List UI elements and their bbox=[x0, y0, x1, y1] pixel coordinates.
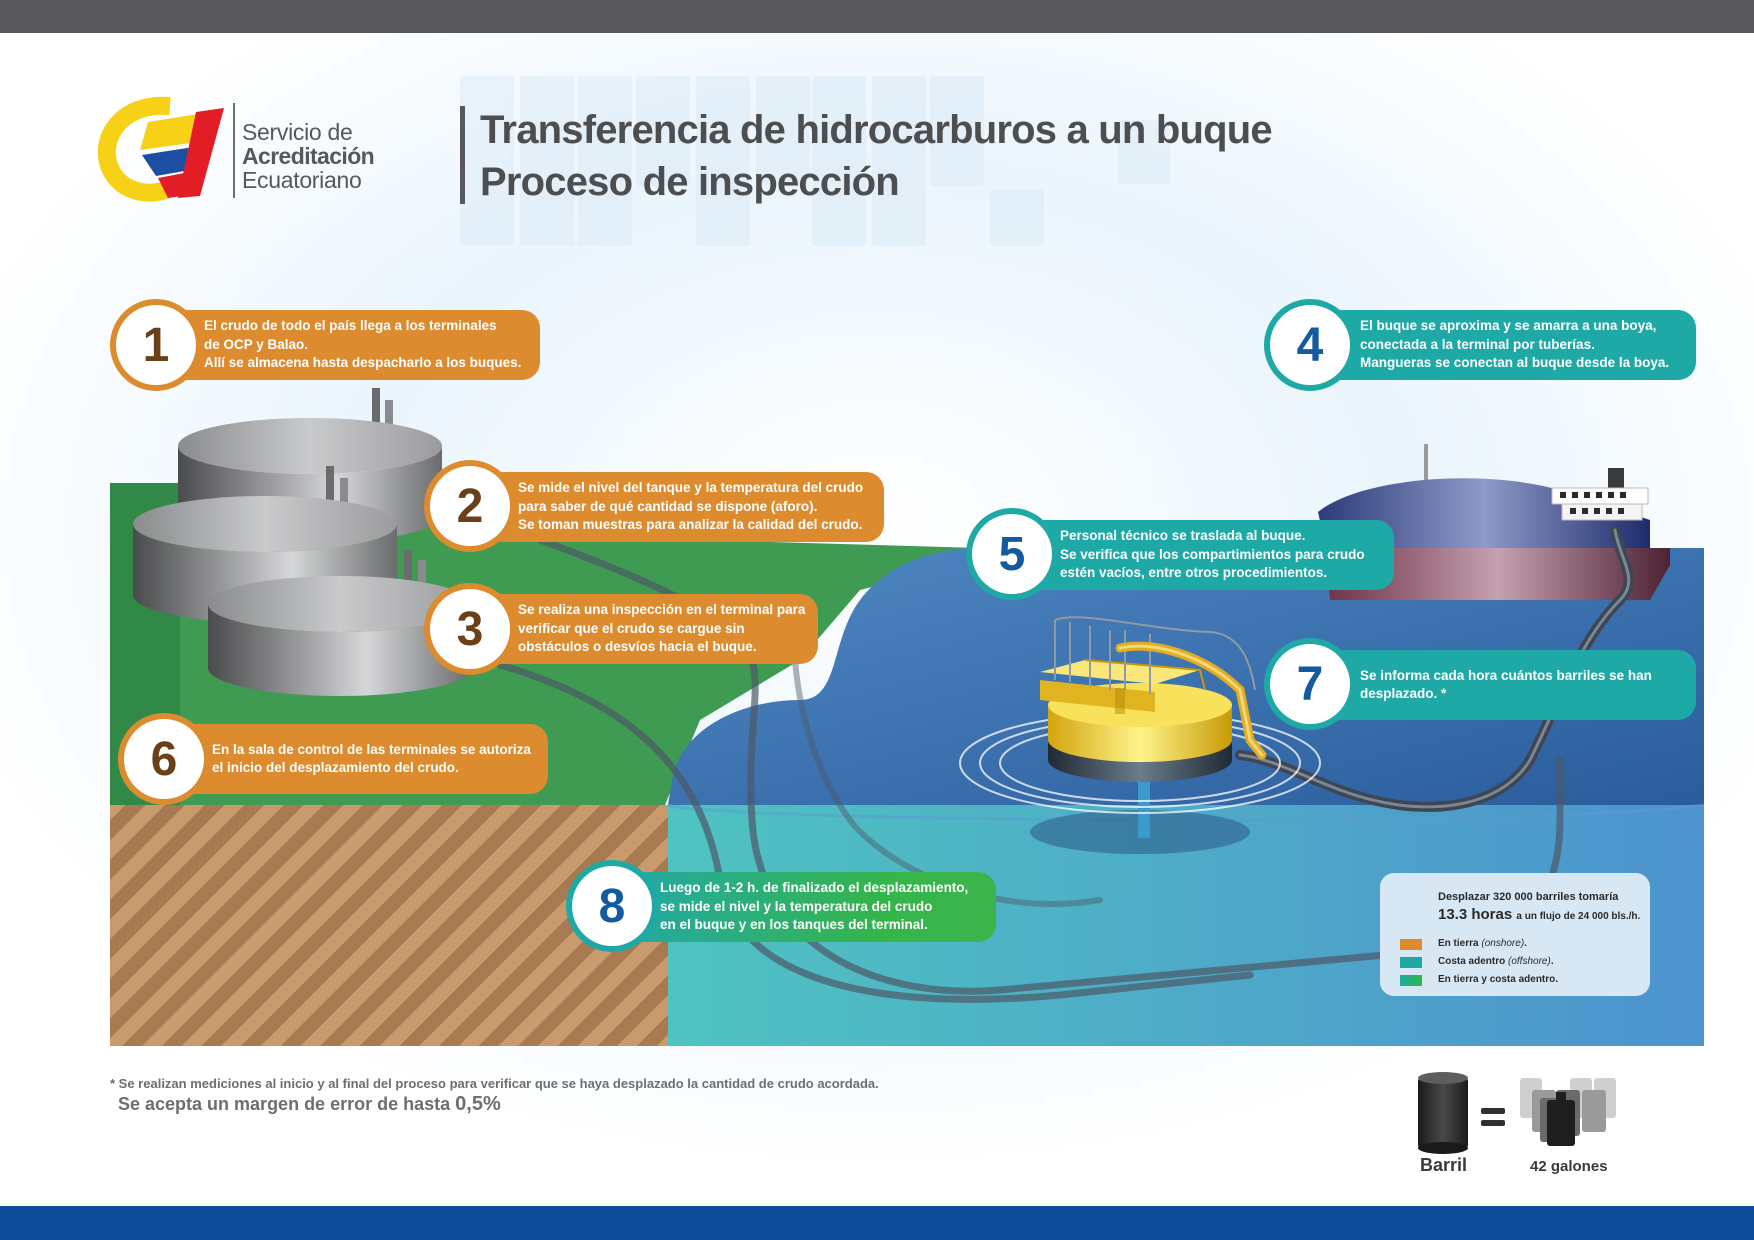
step-5-text-3: estén vacíos, entre otros procedimientos. bbox=[1060, 565, 1328, 581]
top-bar bbox=[0, 0, 1754, 33]
step-3-text-1: Se realiza una inspección en el terminal para bbox=[518, 602, 806, 618]
step-7-text-2: desplazado. * bbox=[1360, 686, 1447, 701]
step-7-text-1: Se informa cada hora cuántos barriles se han bbox=[1360, 667, 1652, 683]
page-title bbox=[480, 104, 1272, 208]
legend-label-both: En tierra y costa adentro. bbox=[1438, 974, 1559, 985]
gallons-label: 42 galones bbox=[1530, 1158, 1608, 1175]
legend-flow: a un flujo de 24 000 bls./h. bbox=[1516, 911, 1641, 922]
error-margin-value: 0,5% bbox=[455, 1093, 501, 1115]
legend-hours-value: 13.3 horas bbox=[1438, 906, 1513, 923]
step-8-text-1: Luego de 1-2 h. de finalizado el desplazamiento, bbox=[660, 880, 969, 896]
legend-label-offshore: Costa adentro (offshore). bbox=[1438, 956, 1554, 967]
logo-line-1: Servicio de bbox=[242, 119, 353, 145]
step-2-box bbox=[478, 472, 884, 542]
step-3-number: 3 bbox=[424, 583, 516, 675]
step-8-number: 8 bbox=[566, 860, 658, 952]
logo-line-3: Ecuatoriano bbox=[242, 167, 362, 193]
step-2-text-1: Se mide el nivel del tanque y la temperatura del crudo bbox=[518, 480, 864, 496]
title-line-2: Proceso de inspección bbox=[480, 160, 899, 204]
legend-panel bbox=[1380, 873, 1650, 996]
step-3-text-2: verificar que el crudo se cargue sin bbox=[518, 620, 745, 636]
title-accent-bar bbox=[460, 106, 465, 204]
logo-separator bbox=[233, 103, 235, 198]
step-5-box bbox=[1020, 520, 1394, 590]
step-3-box bbox=[478, 594, 818, 664]
step-5-number: 5 bbox=[966, 508, 1058, 600]
error-margin-note bbox=[118, 1093, 501, 1116]
legend-swatch-both bbox=[1400, 975, 1422, 986]
step-6-text-1: En la sala de control de las terminales se autoriza bbox=[212, 741, 531, 757]
step-3-text-3: obstáculos o desvíos hacia el buque. bbox=[518, 639, 757, 655]
legend-swatch-offshore bbox=[1400, 957, 1422, 968]
step-1-text-2: de OCP y Balao. bbox=[204, 336, 309, 352]
step-2-text-3: Se toman muestras para analizar la calidad del crudo. bbox=[518, 517, 863, 533]
step-1-number: 1 bbox=[110, 299, 202, 391]
legend-swatch-onshore bbox=[1400, 939, 1422, 950]
error-margin-text: Se acepta un margen de error de hasta bbox=[118, 1094, 451, 1114]
step-5-text-2: Se verifica que los compartimientos para crudo bbox=[1060, 546, 1365, 562]
step-8-text-3: en el buque y en los tanques del terminal. bbox=[660, 917, 928, 933]
step-4-number: 4 bbox=[1264, 299, 1356, 391]
step-5-text-1: Personal técnico se traslada al buque. bbox=[1060, 528, 1306, 544]
step-6-number: 6 bbox=[118, 713, 210, 805]
footnote: * Se realizan mediciones al inicio y al final del proceso para verificar que se haya desplazado la cantidad de crudo acordada. bbox=[110, 1076, 879, 1091]
legend-label-onshore: En tierra (onshore). bbox=[1438, 938, 1527, 949]
step-8-box bbox=[620, 872, 996, 942]
step-2-number: 2 bbox=[424, 460, 516, 552]
legend-duration-text: Desplazar 320 000 barriles tomaría bbox=[1438, 891, 1619, 903]
bottom-bar bbox=[0, 1206, 1754, 1240]
step-1-text-1: El crudo de todo el país llega a los terminales bbox=[204, 318, 497, 334]
step-4-text-2: conectada a la terminal por tuberías. bbox=[1360, 336, 1595, 352]
step-4-text-1: El buque se aproxima y se amarra a una boya, bbox=[1360, 318, 1657, 334]
step-1-box bbox=[158, 310, 540, 380]
barrel-icon bbox=[1418, 1072, 1468, 1154]
step-8-text-2: se mide el nivel y la temperatura del crudo bbox=[660, 898, 933, 914]
step-1-text-3: Allí se almacena hasta despacharlo a los buques. bbox=[204, 355, 522, 371]
step-2-text-2: para saber de qué cantidad se dispone (aforo). bbox=[518, 498, 818, 514]
step-4-box bbox=[1314, 310, 1696, 380]
legend-hours bbox=[1438, 906, 1640, 923]
logo-wordmark bbox=[242, 120, 374, 192]
barrel-label: Barril bbox=[1420, 1155, 1468, 1175]
step-6-box bbox=[166, 724, 548, 794]
step-7-box bbox=[1314, 650, 1696, 720]
step-6-text-2: el inicio del desplazamiento del crudo. bbox=[212, 760, 459, 775]
step-4-text-3: Mangueras se conectan al buque desde la boya. bbox=[1360, 355, 1670, 371]
step-7-number: 7 bbox=[1264, 638, 1356, 730]
logo-line-2: Acreditación bbox=[242, 143, 375, 169]
title-line-1: Transferencia de hidrocarburos a un buque bbox=[480, 108, 1272, 152]
